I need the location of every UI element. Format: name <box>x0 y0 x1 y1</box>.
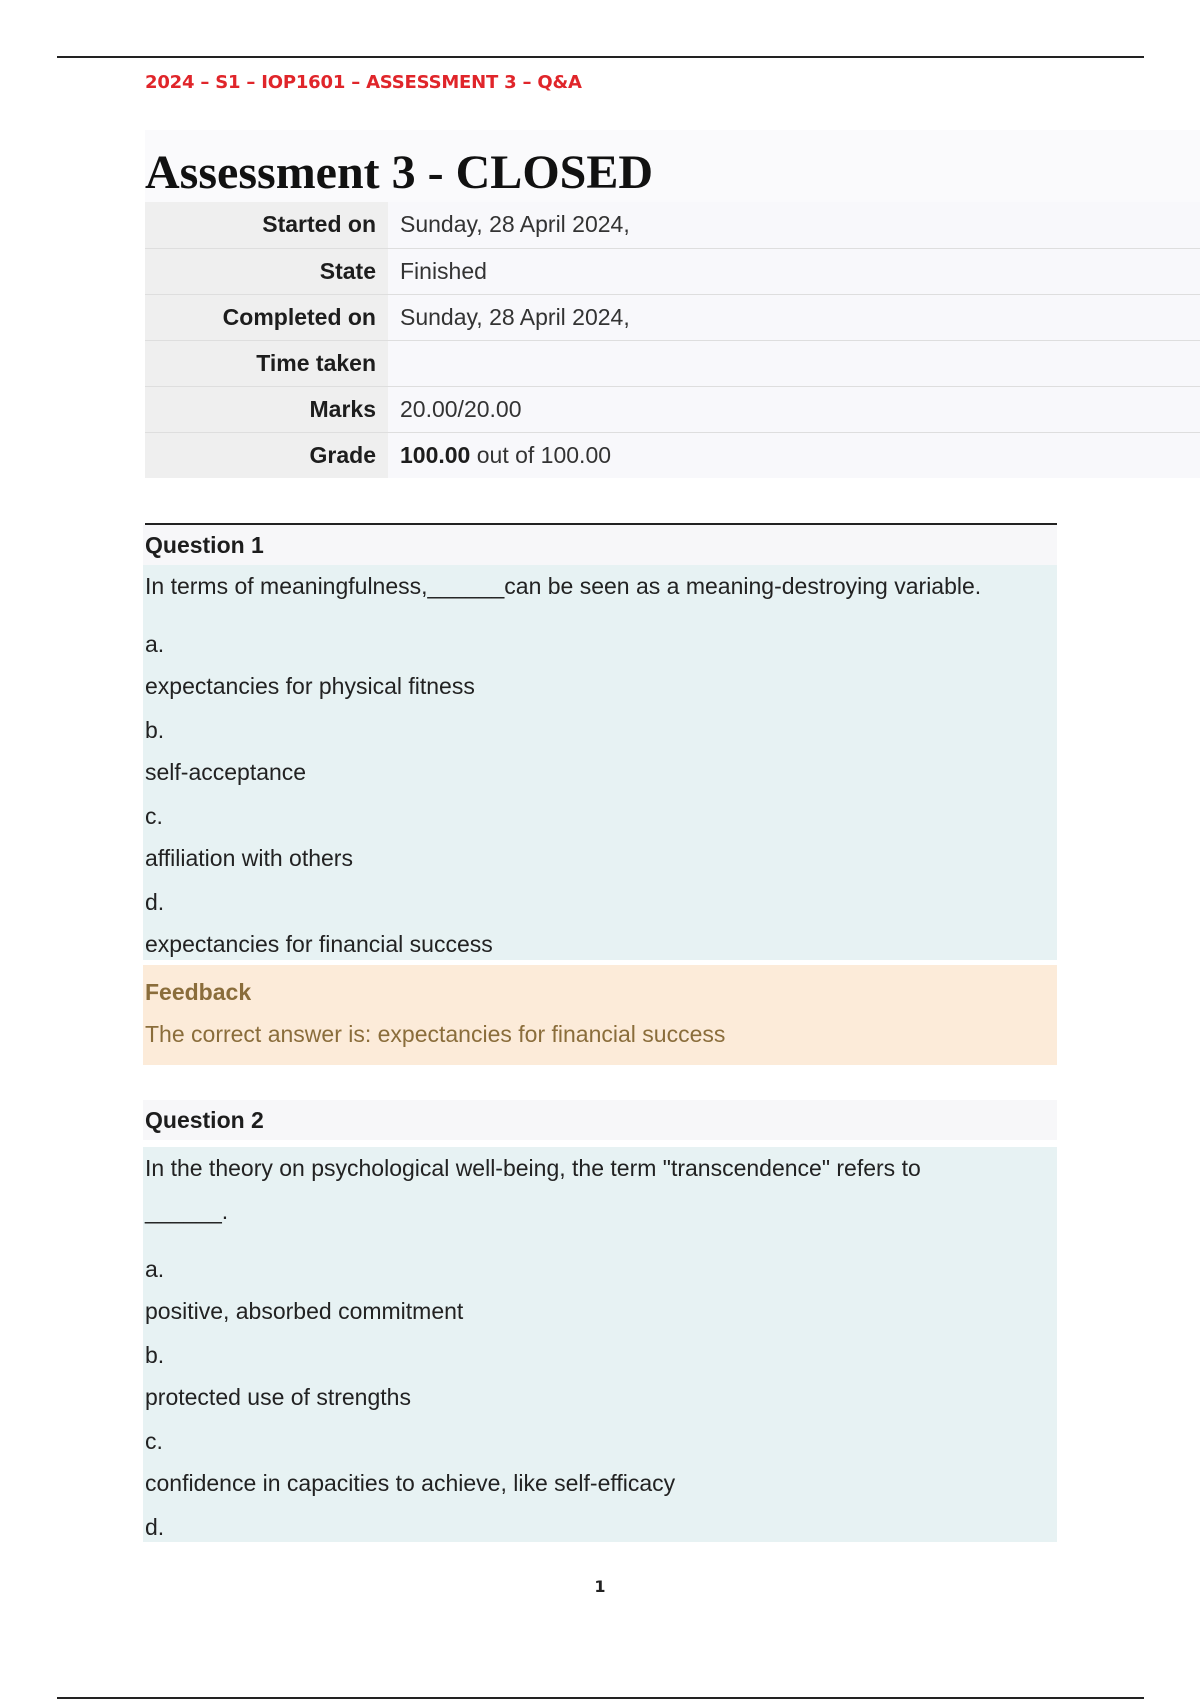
summary-label: State <box>145 248 388 294</box>
option-letter: d. <box>145 889 165 915</box>
option-text: confidence in capacities to achieve, like self-efficacy <box>145 1470 676 1496</box>
summary-label: Marks <box>145 386 388 432</box>
document-header-tag: 2024 – S1 – IOP1601 – ASSESSMENT 3 – Q&A <box>145 72 582 93</box>
bottom-rule <box>57 1697 1144 1699</box>
option-text: positive, absorbed commitment <box>145 1298 464 1324</box>
page-number: 1 <box>594 1577 606 1596</box>
summary-value: Finished <box>388 248 1200 294</box>
summary-label: Time taken <box>145 340 388 386</box>
question-2-heading: Question 2 <box>143 1100 1057 1140</box>
option-letter: a. <box>145 631 165 657</box>
feedback-text: The correct answer is: expectancies for financial success <box>145 1021 726 1047</box>
summary-row-completed <box>145 294 1200 340</box>
option-text: protected use of strengths <box>145 1384 411 1410</box>
grade-score: 100.00 <box>400 441 471 468</box>
summary-label: Started on <box>145 202 388 248</box>
summary-row-time-taken <box>145 340 1200 386</box>
attempt-summary-table <box>145 202 1200 478</box>
option-letter: a. <box>145 1256 165 1282</box>
summary-value <box>388 432 1200 478</box>
option-letter: c. <box>145 803 163 829</box>
option-letter: b. <box>145 717 165 743</box>
summary-value: Sunday, 28 April 2024, <box>388 294 1200 340</box>
summary-value: 20.00/20.00 <box>388 386 1200 432</box>
question-1-body <box>143 565 1057 960</box>
page-title: Assessment 3 - CLOSED <box>145 146 654 199</box>
top-rule <box>57 56 1144 58</box>
question-1-feedback <box>143 965 1057 1065</box>
summary-label: Completed on <box>145 294 388 340</box>
option-text: self-acceptance <box>145 759 307 785</box>
summary-row-grade <box>145 432 1200 478</box>
feedback-title: Feedback <box>145 979 252 1005</box>
question-1-text: In terms of meaningfulness,______can be seen as a meaning-destroying variable. <box>145 573 982 599</box>
option-letter: c. <box>145 1428 163 1454</box>
summary-value <box>388 340 1200 386</box>
question-2-body <box>143 1147 1057 1542</box>
summary-row-state <box>145 248 1200 294</box>
option-letter: d. <box>145 1514 165 1540</box>
option-text: expectancies for financial success <box>145 931 493 957</box>
option-text: expectancies for physical fitness <box>145 673 475 699</box>
summary-row-marks <box>145 386 1200 432</box>
summary-row-started <box>145 202 1200 248</box>
question-1-heading: Question 1 <box>143 525 1057 565</box>
option-text: affiliation with others <box>145 845 353 871</box>
option-letter: b. <box>145 1342 165 1368</box>
summary-value: Sunday, 28 April 2024, <box>388 202 1200 248</box>
question-2-text: In the theory on psychological well-being, the term "transcendence" refers to <box>145 1155 921 1181</box>
summary-label: Grade <box>145 432 388 478</box>
question-2-blank: ______. <box>145 1198 229 1224</box>
grade-out-of: out of 100.00 <box>470 441 612 468</box>
